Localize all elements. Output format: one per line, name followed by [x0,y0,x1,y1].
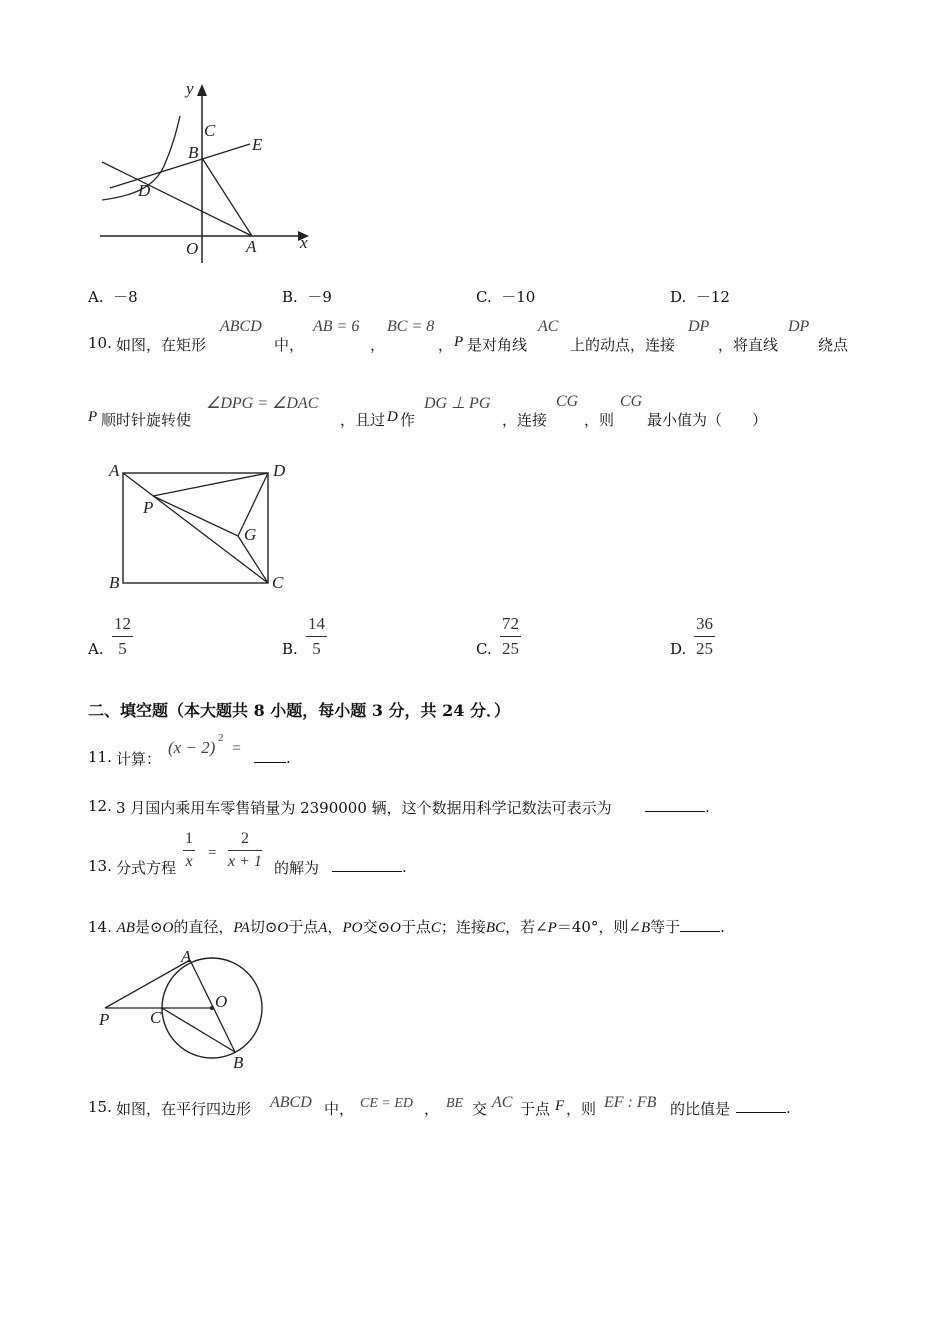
q15-text: 中， [324,1100,355,1118]
q11-text: 计算： [116,750,162,768]
center-dot [210,1006,214,1010]
q9-option-c[interactable]: C. －10 [476,288,536,306]
q15-text: ， [424,1100,440,1118]
q10-math-dp: DP [788,318,810,335]
q10-math-ac: AC [538,318,559,335]
q11-math-exponent: 2 [218,732,224,744]
q10-text: 是对角线 [467,336,528,354]
q10-text: ，则 [584,411,615,429]
q10-option-b[interactable]: B. [282,640,298,658]
q13-eq: = [208,845,217,861]
q10-text: ， [438,336,454,354]
q13-number: 13. [88,857,112,875]
label-p: P [99,1010,110,1029]
label-o: O [186,239,199,258]
question-14: 14. AB是⊙O的直径，PA切⊙O于点A，PO交⊙O于点C；连接BC，若∠P＝40°，则∠B等于 . [88,918,725,936]
q13-fraction-2: 2 x + 1 [228,830,262,870]
q11-number: 11. [88,748,112,766]
q10-figure [105,458,295,593]
q10-text: ，将直线 [718,336,779,354]
q9-figure [92,78,322,268]
label-a: A [246,237,257,256]
q10-math-dp: DP [688,318,710,335]
q10-text: 作 [400,411,416,429]
q10-text: 如图，在矩形 [116,336,207,354]
q13-fraction-1: 1 x [185,830,193,870]
q15-math-ce: CE = ED [360,1096,413,1111]
label-b: B [109,573,120,592]
q10-option-d-fraction[interactable]: 36 25 [696,614,713,658]
q12-answer-blank[interactable]: . [645,797,710,816]
q10-math-angle: ∠DPG = ∠DAC [206,395,319,412]
label-e: E [252,135,263,154]
q10-math-perp: DG ⊥ PG [424,395,491,412]
q11-answer-blank[interactable]: . [254,748,291,767]
q12-text: 3 月国内乘用车零售销量为 2390000 辆，这个数据用科学记数法可表示为 [116,799,612,817]
q13-text: 分式方程 [116,859,177,877]
q10-var-p: P [454,334,464,350]
q10-option-b-fraction[interactable]: 14 5 [308,614,325,658]
line-de [110,144,250,188]
q10-number: 10. [88,334,112,352]
q10-text: ，连接 [502,411,548,429]
segment-pd [153,473,268,496]
q10-math-abcd: ABCD [220,318,262,335]
q10-var-p: P [88,409,98,425]
label-c: C [150,1008,162,1027]
label-b: B [188,143,199,162]
label-g: G [244,525,257,544]
label-a: A [109,461,120,480]
q15-text: 如图，在平行四边形 [116,1100,252,1118]
q10-option-d[interactable]: D. [670,640,687,658]
q10-math-bc: BC = 8 [387,318,435,335]
segment-pg [153,496,238,536]
q15-text: ，则 [566,1100,597,1118]
q10-text: 中， [274,336,305,354]
q15-answer-blank[interactable]: . [736,1098,791,1117]
q14-figure [95,946,270,1071]
q15-var-f: F [555,1098,565,1114]
label-c: C [204,121,216,140]
q10-option-a[interactable]: A. [88,640,104,658]
q14-answer-blank[interactable] [680,917,720,932]
q10-text: 顺时针旋转使 [101,411,192,429]
q10-math-cg: CG [620,393,643,410]
q15-text: 的比值是 [670,1100,731,1118]
q9-option-d[interactable]: D. －12 [670,288,730,306]
label-d: D [138,181,151,200]
label-a: A [181,947,192,966]
label-b: B [233,1053,244,1071]
label-p: P [143,498,154,517]
q9-option-b[interactable]: B. －9 [282,288,332,306]
q13-answer-blank[interactable]: . [332,857,407,876]
y-axis-arrow-icon [197,84,207,96]
q10-math-ab: AB = 6 [313,318,360,335]
q15-text: 于点 [520,1100,551,1118]
label-y: y [186,79,194,98]
q11-math-expr: (x − 2) [168,738,216,757]
q15-math-ratio: EF : FB [604,1094,657,1111]
q10-text: ，且过 [340,411,386,429]
label-d: D [273,461,286,480]
label-c: C [272,573,284,592]
q10-text: 绕点 [818,336,849,354]
q15-number: 15. [88,1098,112,1116]
q10-option-c-fraction[interactable]: 72 25 [502,614,519,658]
label-x: x [300,233,308,252]
q10-option-c[interactable]: C. [476,640,492,658]
q13-text: 的解为 [274,859,320,877]
q12-number: 12. [88,797,112,815]
q10-math-cg: CG [556,393,579,410]
label-o: O [215,992,228,1011]
q15-text: 交 [472,1100,488,1118]
q10-text: 上的动点，连接 [570,336,676,354]
q10-var-d: D [387,409,398,425]
q11-math-eq: = [232,740,242,757]
q10-text: ， [370,336,386,354]
q15-math-abcd: ABCD [270,1094,312,1111]
q10-text: 最小值为（ ） [647,411,768,429]
q15-math-ac: AC [492,1094,513,1111]
line-da [102,162,252,236]
q9-option-a[interactable]: A. －8 [88,288,138,306]
q10-option-a-fraction[interactable]: 12 5 [114,614,131,658]
tangent-pa [105,960,190,1008]
section-title: 二、填空题（本大题共 8 小题，每小题 3 分，共 24 分．） [88,701,510,720]
q15-math-be: BE [446,1096,464,1111]
